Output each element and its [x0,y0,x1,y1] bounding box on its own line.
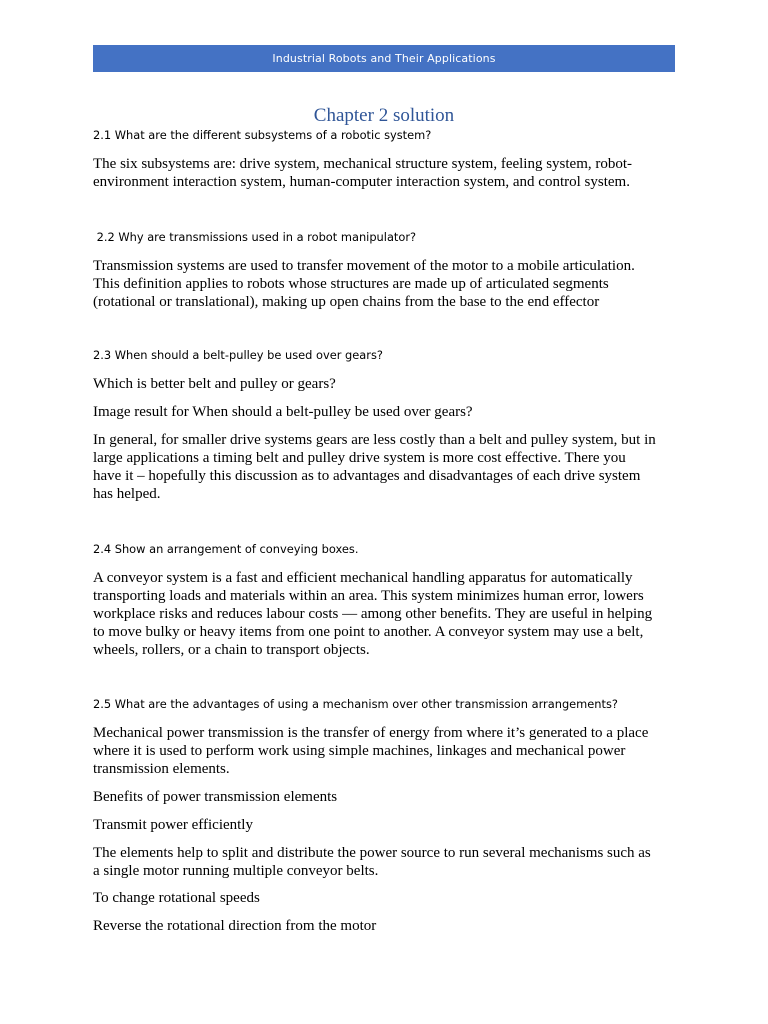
text-line: a single motor running multiple conveyor belts. [93,863,379,879]
question-2-1: 2.1 What are the different subsystems of a robotic system? [93,128,432,142]
header-title: Industrial Robots and Their Applications [272,52,496,65]
answer-paragraph [93,889,693,907]
question-2-4: 2.4 Show an arrangement of conveying boxes. [93,542,359,556]
question-2-3: 2.3 When should a belt-pulley be used over gears? [93,348,383,362]
answer-paragraph [93,403,693,421]
text-line: transporting loads and materials within an area. This system minimizes human error, lowers [93,588,644,604]
answer-paragraph [93,844,693,880]
answer-paragraph [93,724,693,778]
text-line: To change rotational speeds [93,890,260,906]
header-bar [93,45,675,72]
text-line: workplace risks and reduces labour costs — among other benefits. They are useful in helping [93,606,653,622]
text-line: environment interaction system, human-computer interaction system, and control system. [93,174,630,190]
text-line: have it – hopefully this discussion as to advantages and disadvantages of each drive system [93,468,641,484]
text-line: (rotational or translational), making up open chains from the base to the end effector [93,294,600,310]
text-line: A conveyor system is a fast and efficient mechanical handling apparatus for automatically [93,570,633,586]
text-line: Benefits of power transmission elements [93,789,338,805]
text-line: This definition applies to robots whose structures are made up of articulated segments [93,276,609,292]
answer-paragraph [93,788,693,806]
text-line: Mechanical power transmission is the transfer of energy from where it’s generated to a place [93,725,649,741]
answer-paragraph [93,816,693,834]
text-line: Image result for When should a belt-pulley be used over gears? [93,404,473,420]
question-2-5: 2.5 What are the advantages of using a mechanism over other transmission arrangements? [93,697,618,711]
text-line: to move bulky or heavy items from one point to another. A conveyor system may use a belt, [93,624,644,640]
answer-paragraph [93,375,693,393]
text-line: large applications a timing belt and pulley drive system is more cost effective. There you [93,450,626,466]
answer-paragraph [93,917,693,935]
text-line: Which is better belt and pulley or gears? [93,376,336,392]
text-line: wheels, rollers, or a chain to transport objects. [93,642,370,658]
text-line: The elements help to split and distribute the power source to run several mechanisms such as [93,845,651,861]
text-line: Transmit power efficiently [93,817,253,833]
text-line: In general, for smaller drive systems gears are less costly than a belt and pulley system, but in [93,432,656,448]
question-2-2: 2.2 Why are transmissions used in a robot manipulator? [93,230,417,244]
text-line: Reverse the rotational direction from the motor [93,918,377,934]
answer-paragraph [93,569,693,659]
text-line: transmission elements. [93,761,230,777]
text-line: where it is used to perform work using simple machines, linkages and mechanical power [93,743,626,759]
text-line: Transmission systems are used to transfer movement of the motor to a mobile articulation. [93,258,635,274]
answer-paragraph [93,257,693,311]
answer-paragraph [93,155,693,191]
answer-paragraph [93,431,693,503]
text-line: The six subsystems are: drive system, mechanical structure system, feeling system, robot- [93,156,633,172]
text-line: has helped. [93,486,161,502]
chapter-title: Chapter 2 solution [313,105,455,126]
